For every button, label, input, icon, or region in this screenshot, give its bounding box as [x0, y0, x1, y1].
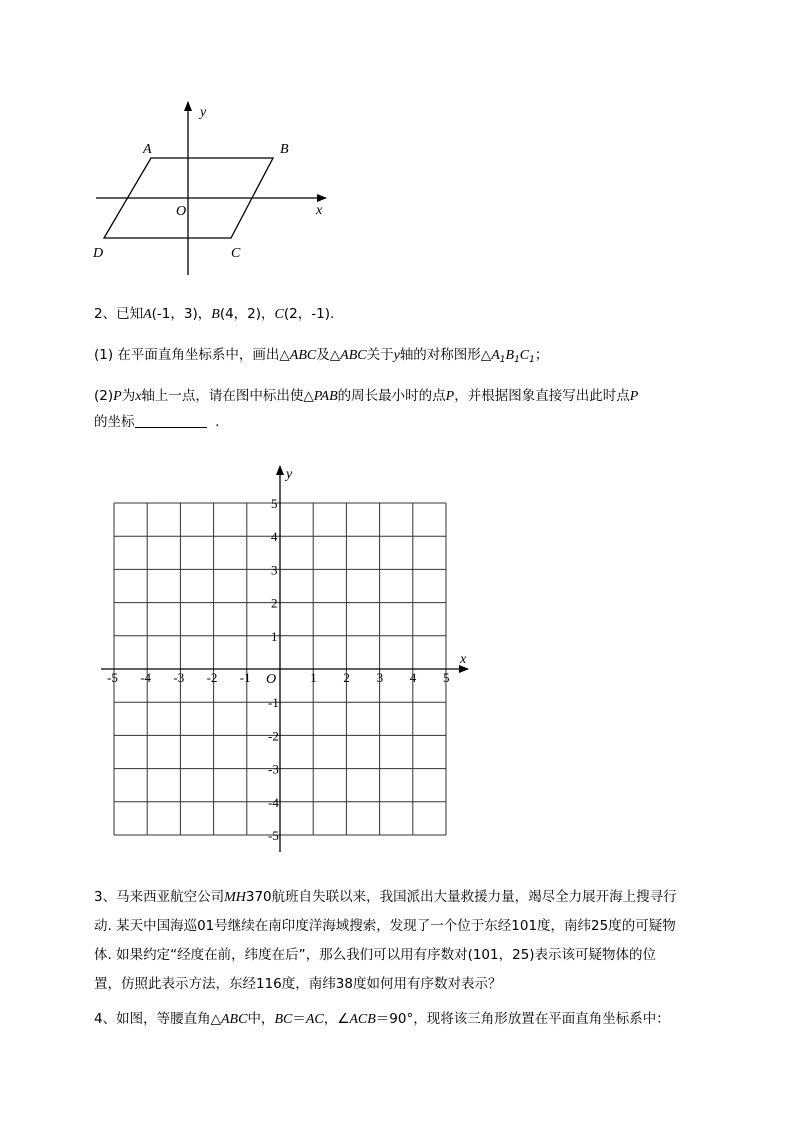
x-tick-label: -2: [206, 670, 218, 685]
x-tick-label: -4: [140, 670, 152, 685]
y-tick-label: 5: [271, 496, 278, 511]
x-tick-label: 5: [443, 670, 450, 685]
q3-paragraph: 3、马来西亚航空公司MH370航班自失联以来，我国派出大量救援力量，竭尽全力展开海上搜寻行 动. 某天中国海巡01号继续在南印度洋海域搜索，发现了一个位于东经101度，南纬25度的可疑物 体. 如果约定“经度在前，纬度在后”，那么我们可以用有序数对(101，25)表示该可疑物体的位 置，仿照此表示方法，东经116度，南纬38度如何用有序数对表示？: [94, 889, 677, 992]
point-c-label: C: [231, 246, 241, 261]
q2-intro: 2、已知A(-1，3)，B(4，2)，C(2，-1).: [94, 306, 335, 322]
y-tick-label: -5: [268, 828, 279, 843]
point-d-label: D: [93, 246, 104, 261]
x-tick-label: 4: [409, 670, 417, 685]
y-axis-label: y: [200, 105, 207, 120]
grid-x-axis-label: x: [460, 652, 467, 667]
point-b-label: B: [280, 142, 289, 157]
y-tick-label: -2: [268, 728, 279, 744]
y-tick-label: 3: [271, 562, 278, 578]
x-tick-label: -1: [239, 670, 251, 685]
q4-text: 4、如图，等腰直角△ABC中，BC＝AC，∠ACB＝90°，现将该三角形放置在平面直角坐标系中：: [94, 1011, 670, 1027]
y-tick-label: 1: [271, 628, 278, 644]
y-tick-label: 2: [271, 595, 278, 611]
origin-label: O: [176, 204, 187, 219]
q2-part2: (2)P为x轴上一点，请在图中标出使△PAB的周长最小时的点P，并根据图象直接写出此时点P: [94, 388, 639, 404]
grid-y-axis-label: y: [286, 467, 293, 482]
y-tick-label: 4: [271, 529, 278, 545]
y-tick-label: -1: [268, 695, 279, 711]
q2-part2-answer-line: 的坐标 .: [94, 414, 220, 430]
x-tick-label: 2: [343, 670, 350, 685]
x-tick-label: -3: [173, 670, 185, 685]
x-tick-label: -5: [107, 670, 118, 685]
grid-origin-label: O: [266, 672, 277, 687]
y-tick-label: -3: [268, 761, 279, 777]
q2-part1: (1) 在平面直角坐标系中，画出△ABC及△ABC关于y轴的对称图形$\triangle A_1B_1C_1$；: [94, 347, 549, 365]
x-tick-label: 3: [376, 670, 384, 685]
x-axis-label: x: [316, 203, 323, 218]
point-a-label: A: [143, 142, 152, 157]
x-tick-label: 1: [310, 670, 317, 685]
y-tick-label: -4: [268, 794, 279, 810]
